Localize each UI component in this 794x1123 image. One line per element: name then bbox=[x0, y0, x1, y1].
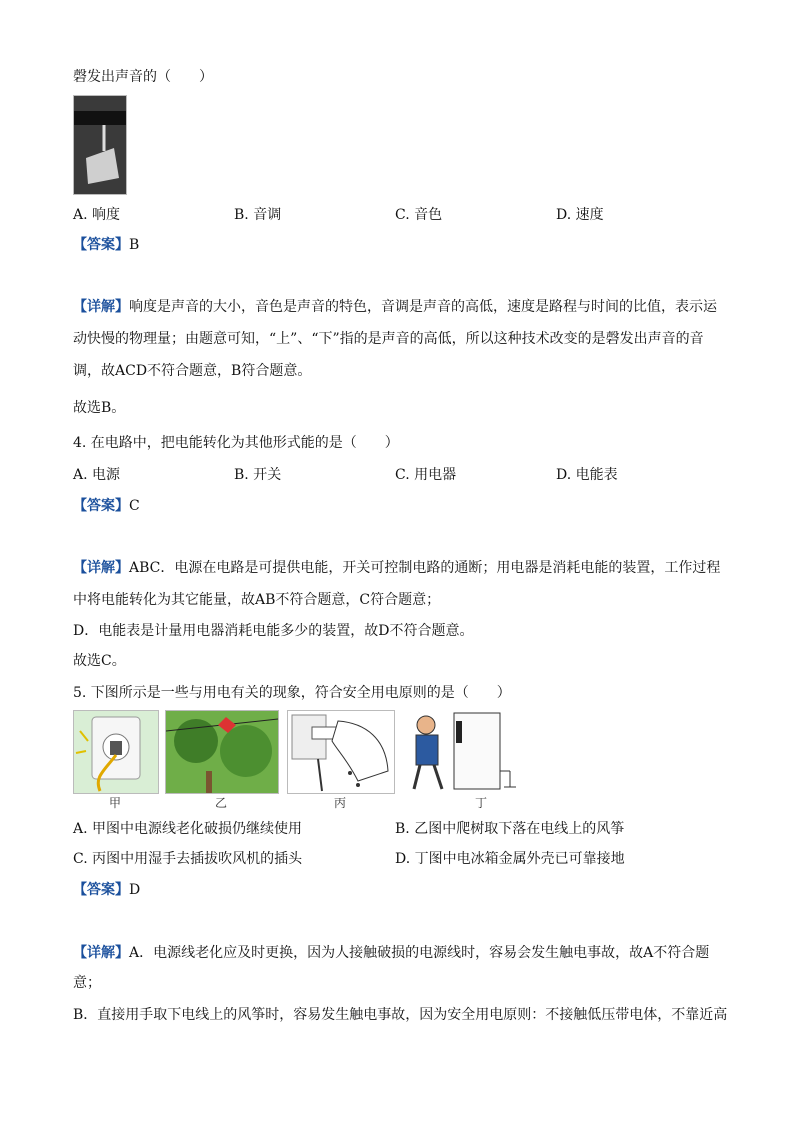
figure-jia bbox=[73, 710, 159, 794]
q5-detail-tag: 【详解】 bbox=[73, 945, 129, 961]
q3-stem: 磬发出声音的（ ） bbox=[73, 69, 213, 85]
q3-answer bbox=[73, 234, 139, 254]
q5-detail-line-3: B．直接用手取下电线上的风筝时，容易发生触电事故，因为安全用电原则：不接触低压带电体，不靠近高 bbox=[73, 1007, 728, 1023]
q3-detail-line-1 bbox=[73, 296, 717, 316]
chime-stone-icon bbox=[74, 96, 126, 194]
q3-option-b: B. 音调 bbox=[234, 207, 282, 223]
tree-kite-wire-icon bbox=[166, 711, 278, 793]
q4-answer-value: C bbox=[129, 498, 140, 514]
q4-option-a: A. 电源 bbox=[73, 467, 121, 483]
q4-option-d: D. 电能表 bbox=[556, 467, 618, 483]
q5-option-b: B. 乙图中爬树取下落在电线上的风筝 bbox=[395, 821, 625, 837]
q4-stem: 4. 在电路中，把电能转化为其他形式能的是（ ） bbox=[73, 435, 399, 451]
q4-detail-line-1 bbox=[73, 557, 720, 577]
q4-answer bbox=[73, 495, 140, 515]
q5-answer-value: D bbox=[129, 882, 141, 898]
q5-option-c: C. 丙图中用湿手去插拔吹风机的插头 bbox=[73, 851, 303, 867]
figure-yi bbox=[165, 710, 279, 794]
q4-detail-line-3: D．电能表是计量用电器消耗电能多少的装置，故D不符合题意。 bbox=[73, 623, 474, 639]
q4-option-c: C. 用电器 bbox=[395, 467, 457, 483]
caption-yi: 乙 bbox=[214, 796, 227, 810]
q5-answer-tag: 【答案】 bbox=[73, 882, 129, 898]
figure-ding bbox=[405, 710, 519, 794]
q3-conclusion: 故选B。 bbox=[73, 400, 126, 416]
q3-answer-value: B bbox=[129, 237, 140, 253]
q3-option-d: D. 速度 bbox=[556, 207, 604, 223]
q5-stem: 5. 下图所示是一些与用电有关的现象，符合安全用电原则的是（ ） bbox=[73, 685, 511, 701]
q5-option-a: A. 甲图中电源线老化破损仍继续使用 bbox=[73, 821, 303, 837]
chime-stone-image bbox=[73, 95, 127, 195]
figure-bing bbox=[287, 710, 395, 794]
q5-detail-line-1 bbox=[73, 942, 709, 962]
q4-detail-text-1: ABC．电源在电路是可提供电能，开关可控制电路的通断；用电器是消耗电能的装置，工作过程 bbox=[129, 560, 721, 576]
worn-power-cord-icon bbox=[74, 711, 158, 793]
q4-option-b: B. 开关 bbox=[234, 467, 282, 483]
q5-detail-text-1: A．电源线老化应及时更换，因为人接触破损的电源线时，容易会发生触电事故，故A不符合题 bbox=[129, 945, 710, 961]
q4-detail-line-2: 中将电能转化为其它能量，故AB不符合题意，C符合题意； bbox=[73, 592, 441, 608]
q3-detail-tag: 【详解】 bbox=[73, 299, 129, 315]
q3-detail-text-1: 响度是声音的大小，音色是声音的特色，音调是声音的高低，速度是路程与时间的比值，表示运 bbox=[129, 299, 717, 315]
fridge-grounding-icon bbox=[406, 711, 518, 793]
q3-detail-line-2: 动快慢的物理量；由题意可知，“上”、“下”指的是声音的高低，所以这种技术改变的是磬发出声音的音 bbox=[73, 331, 704, 347]
caption-jia: 甲 bbox=[108, 796, 121, 810]
q4-detail-tag: 【详解】 bbox=[73, 560, 129, 576]
q3-answer-tag: 【答案】 bbox=[73, 237, 129, 253]
q4-conclusion: 故选C。 bbox=[73, 653, 126, 669]
q5-detail-line-2: 意； bbox=[73, 975, 101, 991]
caption-bing: 丙 bbox=[333, 796, 346, 810]
wet-hand-plug-icon bbox=[288, 711, 394, 793]
q3-option-c: C. 音色 bbox=[395, 207, 443, 223]
q5-option-d: D. 丁图中电冰箱金属外壳已可靠接地 bbox=[395, 851, 625, 867]
q3-option-a: A. 响度 bbox=[73, 207, 121, 223]
caption-ding: 丁 bbox=[474, 796, 487, 810]
q4-answer-tag: 【答案】 bbox=[73, 498, 129, 514]
q3-detail-line-3: 调，故ACD不符合题意，B符合题意。 bbox=[73, 363, 312, 379]
q5-answer bbox=[73, 879, 140, 899]
